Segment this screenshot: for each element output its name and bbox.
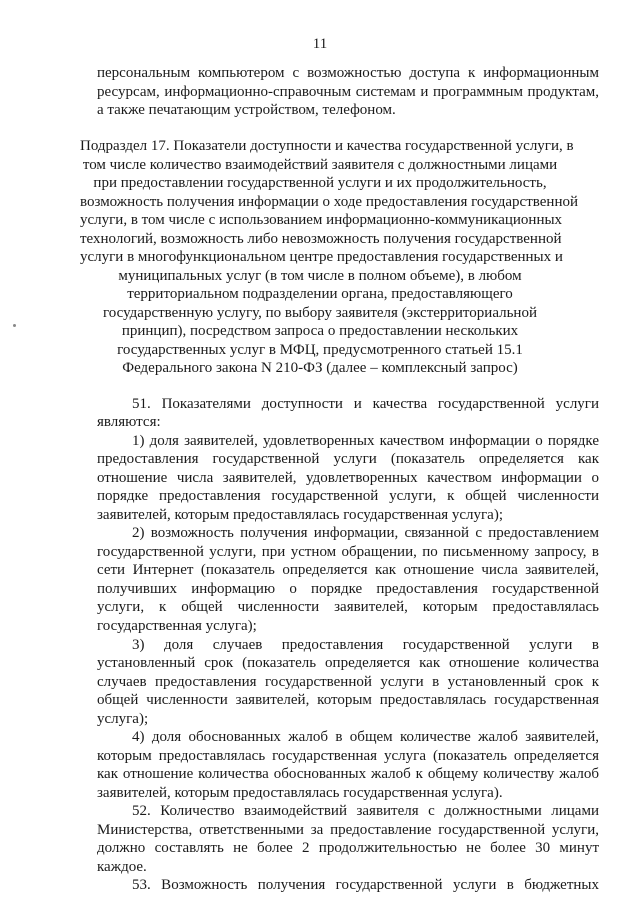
text-line: которым предоставлялась государственная услуга (показатель определяется: [97, 748, 599, 764]
text-line: как отношение количества обоснованных жалоб к общему количеству жалоб: [97, 766, 599, 782]
text-line: 3) доля случаев предоставления государственной услуги в: [132, 637, 599, 653]
page-number: 11: [312, 36, 328, 52]
text-line: отношение числа заявителей, удовлетворенных качеством информации о: [97, 470, 599, 486]
section-heading-line: при предоставлении государственной услуги и их продолжительность,: [93, 175, 547, 191]
text-line: государственная услуга);: [97, 618, 257, 634]
text-line: а также печатающим устройством, телефоном.: [97, 102, 396, 118]
text-line: общей численности заявителей, которым предоставлялась государственная: [97, 692, 599, 708]
text-line: 53. Возможность получения государственной услуги в бюджетных: [132, 877, 599, 893]
text-line: являются:: [97, 414, 161, 430]
section-heading-line: услуги, в том числе с использованием информационно-коммуникационных: [80, 212, 563, 228]
text-line: Министерства, ответственными за предоставление государственной услуги,: [97, 822, 599, 838]
text-line: заявителей, которым предоставлялась государственная услуга);: [97, 507, 503, 523]
scan-speck: [13, 324, 16, 327]
section-heading-line: Подраздел 17. Показатели доступности и качества государственной услуги, в: [80, 138, 574, 154]
section-heading-line: муниципальных услуг (в том числе в полном объеме), в любом: [118, 268, 522, 284]
text-line: установленный срок (показатель определяется как отношение количества: [97, 655, 599, 671]
section-heading-line: технологий, возможность либо невозможность получения государственной: [80, 231, 562, 247]
section-heading-line: принцип), посредством запроса о предоставлении нескольких: [121, 323, 519, 339]
text-line: услуга);: [97, 711, 149, 727]
section-heading-line: государственную услугу, по выбору заявителя (экстерриториальной: [103, 305, 537, 321]
section-heading-line: возможность получения информации о ходе предоставления государственной: [80, 194, 578, 210]
text-line: порядке предоставления государственной услуги, к общей численности: [97, 488, 599, 504]
text-line: должно составлять не более 2 продолжительностью не более 30 минут: [97, 840, 599, 856]
text-line: предоставления государственной услуги (показатель определяется как: [97, 451, 599, 467]
text-line: каждое.: [97, 859, 147, 875]
text-line: сети Интернет (показатель определяется как отношение числа заявителей,: [97, 562, 599, 578]
section-heading-line: услуги в многофункциональном центре предоставления государственных и: [80, 249, 563, 265]
text-line: ресурсам, информационно-справочным системам и программным продуктам,: [97, 84, 599, 100]
section-heading-line: государственных услуг в МФЦ, предусмотренного статьей 15.1: [117, 342, 523, 358]
text-line: услуги, к общей численности заявителей, которым предоставлялась: [97, 599, 599, 615]
section-heading-line: территориальном подразделении органа, предоставляющего: [127, 286, 513, 302]
text-line: 51. Показателями доступности и качества государственной услуги: [132, 396, 599, 412]
text-line: 52. Количество взаимодействий заявителя с должностными лицами: [132, 803, 599, 819]
section-heading-line: Федерального закона N 210-ФЗ (далее – комплексный запрос): [122, 360, 518, 376]
text-line: случаев предоставления государственной услуги в установленный срок к: [97, 674, 599, 690]
text-line: 4) доля обоснованных жалоб в общем количестве жалоб заявителей,: [132, 729, 599, 745]
text-line: 1) доля заявителей, удовлетворенных качеством информации о порядке: [132, 433, 599, 449]
text-line: заявителей, которым предоставлялась государственная услуга).: [97, 785, 503, 801]
text-line: персональным компьютером с возможностью доступа к информационным: [97, 65, 599, 81]
text-line: государственной услуги, при устном обращении, по письменному запросу, в: [97, 544, 599, 560]
section-heading-line: том числе количество взаимодействий заявителя с должностными лицами: [82, 157, 558, 173]
text-line: получивших информацию о порядке предоставления государственной: [97, 581, 599, 597]
text-line: 2) возможность получения информации, связанной с предоставлением: [132, 525, 599, 541]
